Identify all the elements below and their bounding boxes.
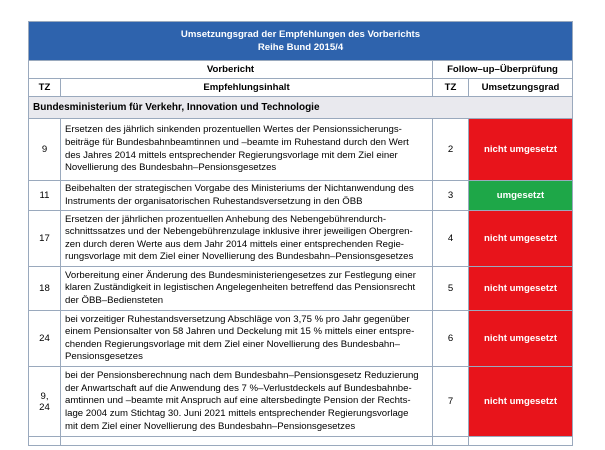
- content-line: rungsvorlage mit dem Ziel einer Novellierung des Bundesbahn–Pensionsgesetzes: [65, 251, 414, 263]
- row-tz-part: 24: [39, 401, 50, 413]
- row-tz2: 2: [433, 119, 469, 181]
- content-line: Pensionsgesetzes: [65, 351, 143, 363]
- status-badge: nicht umgesetzt: [469, 119, 573, 181]
- row-tz: 9: [29, 119, 61, 181]
- table-row: [29, 311, 573, 367]
- row-tz: 11: [29, 181, 61, 211]
- title-line-1: Umsetzungsgrad der Empfehlungen des Vorberichts: [180, 29, 421, 40]
- column-group-followup: Follow–up–Überprüfung: [433, 61, 573, 79]
- status-badge: nicht umgesetzt: [469, 367, 573, 437]
- column-header-grad: Umsetzungsgrad: [469, 79, 573, 97]
- content-line: Ersetzen der jährlichen prozentuellen Anhebung des Nebengebührendurch-: [65, 213, 387, 225]
- row-content: [61, 367, 433, 437]
- content-line: Instruments der organisatorischen Ruhestandsversetzung in den ÖBB: [65, 195, 363, 207]
- content-line: zen durch deren Werte aus dem Jahr 2014 mittels einer entsprechenden Regie-: [65, 238, 404, 250]
- table-row-cut: [29, 437, 573, 446]
- content-line: chenden Regierungsvorlage mit dem Ziel einer Novellierung des Bundesbahn–: [65, 338, 400, 350]
- table-row: [29, 119, 573, 181]
- content-line: des Jahres 2014 mittels entsprechender Regierungsvorlage mit dem Ziel einer: [65, 149, 398, 161]
- content-line: schnittssatzes und der Nebengebührenzulage inklusive ihrer jeweiligen Obergren-: [65, 226, 413, 238]
- cut-cell: [61, 437, 433, 446]
- content-line: Vorbereitung einer Änderung des Bundesministeriengesetzes zur Festlegung einer: [65, 269, 416, 281]
- column-header-tz: TZ: [29, 79, 61, 97]
- row-tz2: 4: [433, 211, 469, 267]
- table-row: [29, 267, 573, 311]
- content-line: Ersetzen des jährlich sinkenden prozentuellen Wertes der Pensionssicherungs-: [65, 124, 402, 136]
- content-line: klaren Zuständigkeit in legistischen Angelegenheiten betreffend das Pensionsrecht: [65, 282, 416, 294]
- table-row: [29, 211, 573, 267]
- content-line: bei der Pensionsberechnung nach dem Bundesbahn–Pensionsgesetz Reduzierung: [65, 370, 419, 382]
- content-line: amtinnen und –beamte mit Anspruch auf eine altersbedingte Pension der Rechts-: [65, 395, 411, 407]
- row-content: [61, 211, 433, 267]
- content-line: mit dem Ziel einer Novellierung des Bundesbahn–Pensionsgesetzes: [65, 420, 356, 432]
- title-line-2: Reihe Bund 2015/4: [257, 42, 344, 53]
- content-line: einem Pensionsalter von 58 Jahren und Deckelung mit 15 % mittels einer entspre-: [65, 326, 415, 338]
- recommendations-table: [28, 21, 573, 446]
- row-tz2: 7: [433, 367, 469, 437]
- table-title: [29, 22, 573, 61]
- section-title: Bundesministerium für Verkehr, Innovation und Technologie: [29, 97, 573, 119]
- column-header-inhalt: Empfehlungsinhalt: [61, 79, 433, 97]
- row-content: [61, 119, 433, 181]
- status-badge: umgesetzt: [469, 181, 573, 211]
- row-tz: 17: [29, 211, 61, 267]
- content-line: bei vorzeitiger Ruhestandsversetzung Abschläge von 3,75 % pro Jahr gegenüber: [65, 313, 410, 325]
- column-group-vorbericht: Vorbericht: [29, 61, 433, 79]
- content-line: Novellierung des Bundesbahn–Pensionsgesetzes: [65, 162, 277, 174]
- content-line: der ÖBB–Bediensteten: [65, 294, 164, 306]
- status-badge: nicht umgesetzt: [469, 311, 573, 367]
- cut-cell: [29, 437, 61, 446]
- table-row: [29, 367, 573, 437]
- content-line: beiträge für Bundesbahnbeamtinnen und –beamte im Ruhestand durch den Wert: [65, 136, 409, 148]
- row-tz2: 6: [433, 311, 469, 367]
- row-tz: 18: [29, 267, 61, 311]
- row-tz: 24: [29, 311, 61, 367]
- row-tz2: 3: [433, 181, 469, 211]
- status-badge: nicht umgesetzt: [469, 211, 573, 267]
- row-tz-part: 9,: [40, 390, 49, 402]
- table-row: [29, 181, 573, 211]
- row-tz: [29, 367, 61, 437]
- row-tz2: 5: [433, 267, 469, 311]
- content-line: Beibehalten der strategischen Vorgabe des Ministeriums der Nichtanwendung des: [65, 183, 414, 194]
- cut-cell: [469, 437, 573, 446]
- status-badge: nicht umgesetzt: [469, 267, 573, 311]
- row-content: [61, 181, 433, 211]
- content-line: lage 2004 zum Stichtag 30. Juni 2021 mittels entsprechender Regierungsvorlage: [65, 407, 409, 419]
- cut-cell: [433, 437, 469, 446]
- row-content: [61, 311, 433, 367]
- content-line: der Anwartschaft auf die Anwendung des 7 %–Verlustdeckels auf Bundesbahnbe-: [65, 382, 412, 394]
- row-content: [61, 267, 433, 311]
- column-header-tz2: TZ: [433, 79, 469, 97]
